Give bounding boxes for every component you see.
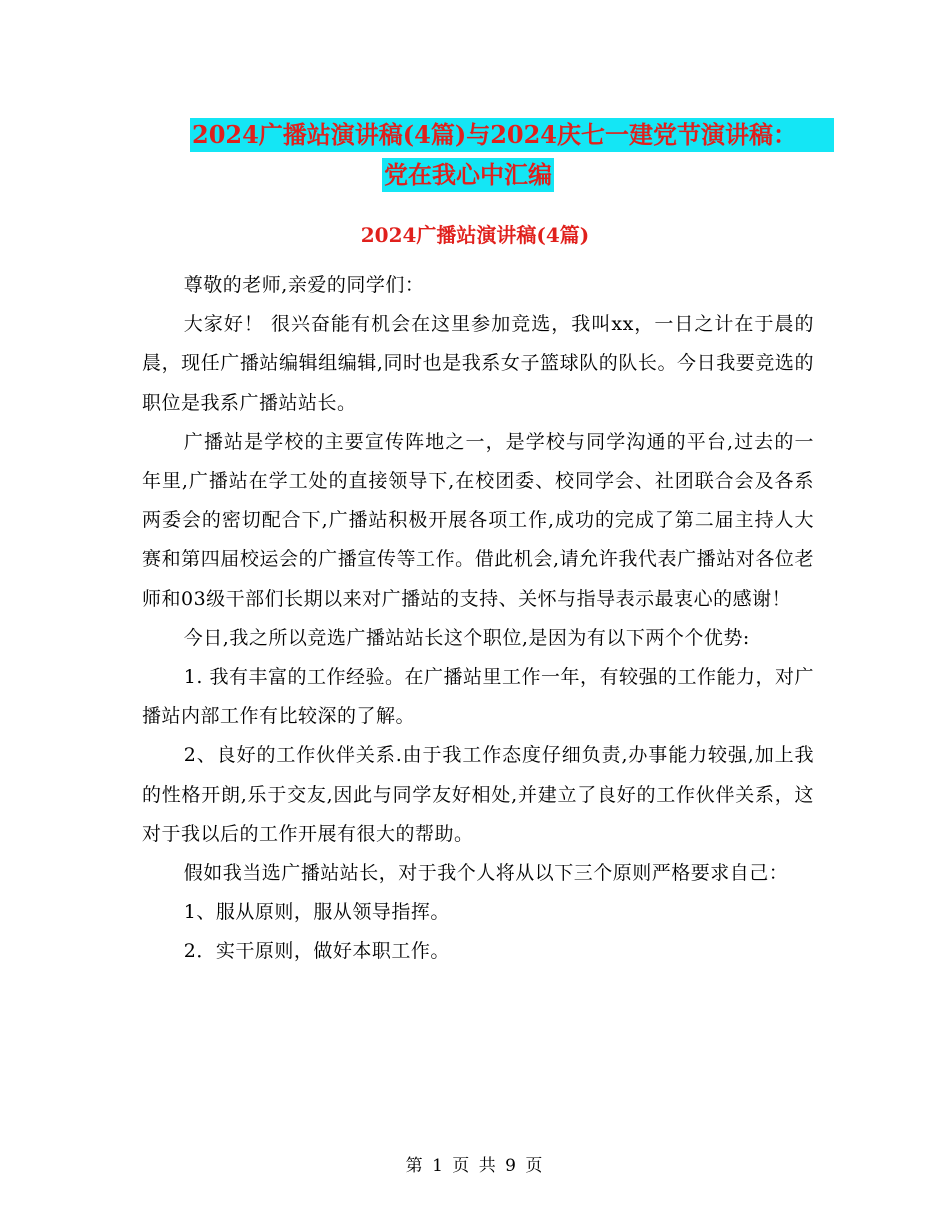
paragraph-point-1: 1. 我有丰富的工作经验。在广播站里工作一年，有较强的工作能力，对广播站内部工作有比较深的了解。 [142,666,814,728]
page-footer: 第 1 页 共 9 页 [405,1156,545,1176]
paragraph-point-2: 2、良好的工作伙伴关系.由于我工作态度仔细负责,办事能力较强,加上我的性格开朗,乐于交友,因此与同学友好相处,并建立了良好的工作伙伴关系，这对于我以后的工作开展有很大的帮助。 [142,744,814,845]
paragraph-principle-1: 1、服从原则，服从领导指挥。 [183,901,450,924]
document-body [142,266,814,972]
paragraph-intro: 大家好！ 很兴奋能有机会在这里参加竞选，我叫xx，一日之计在于晨的晨，现任广播站编辑组编辑,同时也是我系女子篮球队的队长。今日我要竞选的职位是我系广播站站长。 [142,313,814,414]
title-line-1: 2024广播站演讲稿(4篇)与2024庆七一建党节演讲稿： [190,118,834,152]
paragraph-principle-2: 2．实干原则，做好本职工作。 [183,940,450,963]
title-line-2: 党在我心中汇编 [382,158,554,192]
paragraph-principles: 假如我当选广播站站长，对于我个人将从以下三个原则严格要求自己： [183,862,789,885]
paragraph-reasons: 今日,我之所以竞选广播站站长这个职位,是因为有以下两个个优势: [183,626,750,649]
paragraph-station: 广播站是学校的主要宣传阵地之一，是学校与同学沟通的平台,过去的一年里,广播站在学工处的直接领导下,在校团委、校同学会、社团联合会及各系两委会的密切配合下,广播站积极开展各项工作,成功的完成了第二届主持人大赛和第四届校运会的广播宣传等工作。借此机会,请允许我代表广播站对各位老师和03级干部们长期以来对广播站的支持、关怀与指导表示最衷心的感谢！ [142,430,814,610]
section-title: 2024广播站演讲稿(4篇) [360,223,590,247]
paragraph-greeting: 尊敬的老师,亲爱的同学们： [183,274,425,296]
